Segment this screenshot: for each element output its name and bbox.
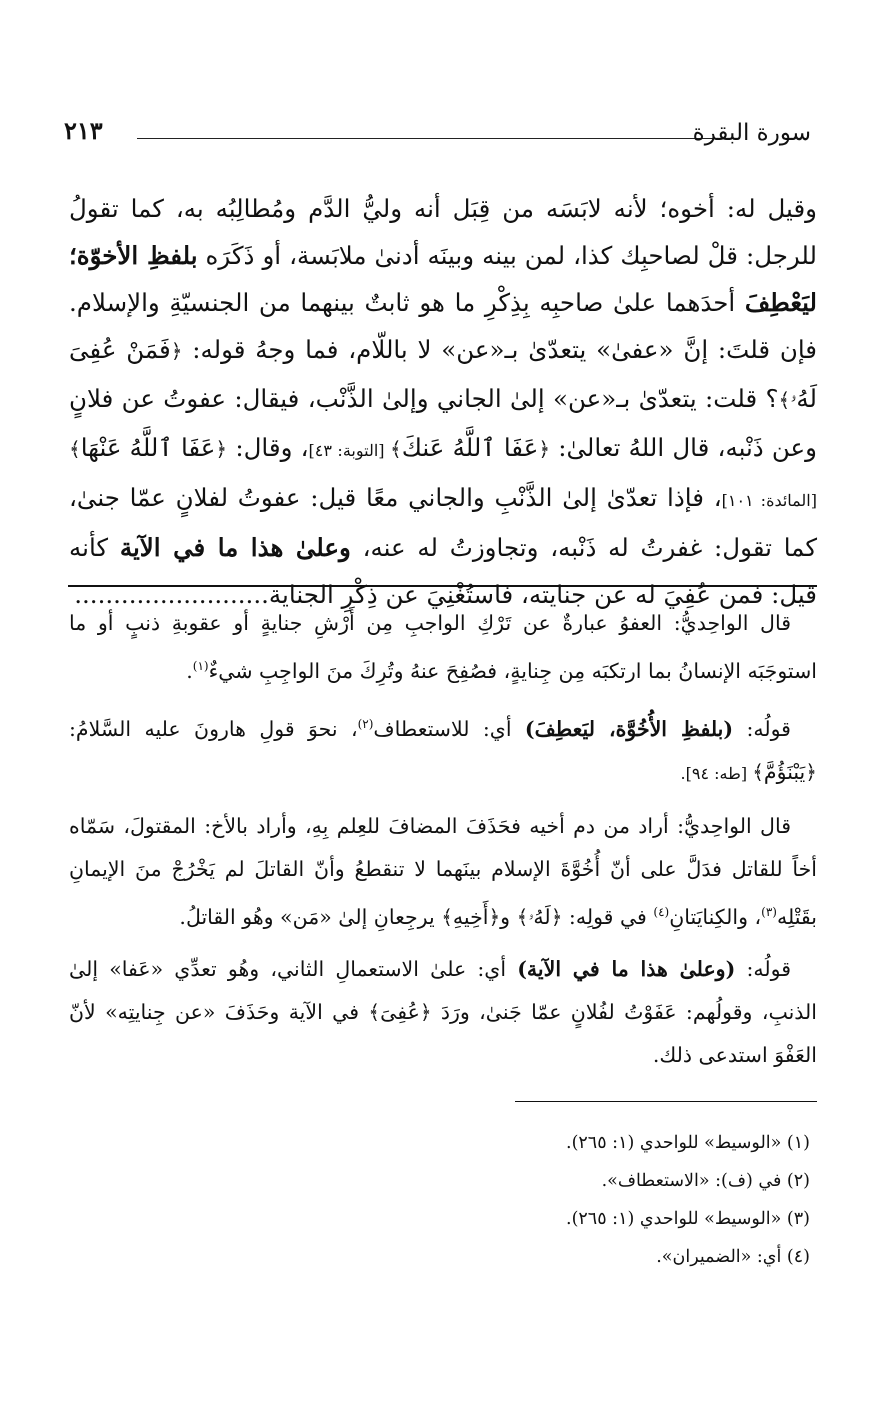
footnote-marker: (١) <box>192 659 209 673</box>
ayah-close-bracket: ﴾ <box>368 1000 381 1025</box>
section-divider <box>68 585 817 587</box>
footnote-marker: (٣) <box>761 904 777 919</box>
verse-reference: [التوبة: ٤٣] <box>308 441 390 460</box>
text-segment: ؟ قلت: يتعدّىٰ بـ«عن» إلىٰ الجاني وإلىٰ الذَّنْب، فيقال: عفوتُ عن فلانٍ وعن ذَنْبه، قال اللهُ تعالىٰ: <box>69 384 817 462</box>
ayah-close-bracket: ﴾ <box>441 904 453 929</box>
ayah-open-bracket: ﴿ <box>170 339 183 363</box>
ayah-close-bracket: ﴾ <box>516 904 529 929</box>
quran-verse: يَبْنَؤُمَّ <box>763 759 806 784</box>
quran-verse: عُفِىَ <box>380 1000 420 1025</box>
footnote: (٤) أي: «الضميران». <box>656 1247 810 1267</box>
text-segment: أي: للاستعطاف <box>373 716 525 741</box>
surah-title: سورة البقرة <box>692 120 811 146</box>
text-segment: قال الواحِديُّ: أراد من دم أخيه فحَذَفَ المضافَ للعِلم بِهِ، وأراد بالأخ: المقتولَ، سَمّاه أخاً للقاتل فدَلَّ على أنّ أُخُوَّةَ الإسلام بينَهما لا تنقطعُ وأنّ القاتلَ لم يَخْرُجْ منَ الإيمانِ بقَتْلِه <box>69 813 817 929</box>
quran-verse: لَهُۥ <box>528 904 551 929</box>
ayah-close-bracket: ﴾ <box>778 388 791 412</box>
bold-phrase: وعلىٰ هذا ما في الآية <box>119 533 351 562</box>
verse-reference: [طه: ٩٤]. <box>680 763 753 783</box>
text-segment: قال الواحِديُّ: العفوُ عبارةٌ عن تَرْكِ الواجبِ مِن أَرْشِ جنايةٍ أو عقوبةِ ذنبٍ أو ما استوجَبَه الإنسانُ بما ارتكبَه مِن جِنايةٍ، فصُفِحَ عنهُ وتُرِكَ منَ الواجِبِ شيءٌ <box>69 611 817 683</box>
text-segment: في قولِه: <box>562 904 654 929</box>
ayah-open-bracket: ﴿ <box>488 904 501 929</box>
text-segment: و <box>500 904 517 929</box>
commentary-paragraph <box>69 948 817 1077</box>
page-header <box>0 114 885 154</box>
commentary-paragraph <box>69 602 817 693</box>
quran-verse: عَفَا ٱللَّهُ عَنكَ <box>401 433 539 462</box>
quran-verse: أَخِيهِ <box>452 904 489 929</box>
commentary-paragraph <box>69 805 817 939</box>
text-segment: وقيل له: أخوه؛ لأنه لابَسَه من قِبَل أنه وليُّ الدَّم ومُطالِبُه به، كما تقولُ للرجل: قلْ لصاحبِك كذا، لمن بينه وبينَه أدنىٰ ملابَسة، أو ذَكَرَه <box>69 194 817 270</box>
text-segment: كأنه قيل: فمن عُفِيَ له عن جنايته، فاستُغْنِيَ عن ذِكْرِ الجناية. <box>69 533 817 609</box>
quran-verse: فَمَنْ عُفِىَ لَهُۥ <box>69 335 817 413</box>
header-rule <box>137 138 719 139</box>
footnote: (٣) «الوسيط» للواحدي (١: ٢٦٥). <box>566 1209 810 1229</box>
bold-phrase: بلفظِ الأخوّة؛ ليَعْطِفَ <box>69 241 817 317</box>
text-segment: أي: علىٰ الاستعمالِ الثاني، وهُو تعدِّي «عَفا» إلىٰ الذنبِ، وقولُهم: عَفَوْتُ لفُلانٍ عمّا جَنىٰ، ورَدَ <box>69 957 817 1025</box>
bold-phrase: (وعلىٰ هذا ما في الآية) <box>517 957 736 982</box>
ayah-open-bracket: ﴿ <box>215 437 228 461</box>
footnote: (٢) في (ف): «الاستعطاف». <box>601 1171 810 1191</box>
ayah-close-bracket: ﴾ <box>752 759 764 784</box>
commentary <box>69 602 817 1087</box>
main-text <box>69 185 817 618</box>
ayah-open-bracket: ﴿ <box>805 759 817 784</box>
ayah-open-bracket: ﴿ <box>550 904 563 929</box>
text-segment: قولُه: <box>733 716 791 741</box>
ayah-close-bracket: ﴾ <box>69 437 81 461</box>
text-segment: أحدَهما علىٰ صاحبِه بِذِكْرِ ما هو ثابتٌ بينهما من الجنسيّةِ والإسلام. فإن قلتَ: إنَّ «عفىٰ» يتعدّىٰ بـ«عن» لا باللّام، فما وجهُ قوله: <box>69 288 817 364</box>
text-segment: قولُه: <box>735 957 791 982</box>
ayah-close-bracket: ﴾ <box>390 437 402 461</box>
text-segment: يرجِعانِ إلىٰ «مَن» وهُو القاتلُ. <box>179 904 442 929</box>
page-number: ٢١٣ <box>64 116 103 145</box>
verse-reference: [المائدة: ١٠١] <box>721 491 817 510</box>
footnote-divider <box>515 1101 817 1102</box>
text-segment: ، والكِنايَتانِ <box>669 904 762 929</box>
footnotes <box>310 1124 810 1276</box>
footnote-marker: (٢) <box>357 716 374 731</box>
commentary-paragraph <box>69 703 817 795</box>
text-segment: ، وقال: <box>227 433 309 462</box>
ayah-open-bracket: ﴿ <box>538 437 551 461</box>
footnote-marker: (٤) <box>653 904 670 919</box>
ayah-open-bracket: ﴿ <box>419 1000 432 1025</box>
quran-verse: عَفَا ٱللَّهُ عَنْهَا <box>80 433 216 462</box>
main-paragraph <box>69 185 817 618</box>
text-segment: ، فإذا تعدّىٰ إلىٰ الذَّنْبِ والجاني معًا قيل: عفوتُ لفلانٍ عمّا جنىٰ، كما تقول: غفرتُ له ذَنْبه، وتجاوزتُ له عنه، <box>69 483 817 562</box>
footnote: (١) «الوسيط» للواحدي (١: ٢٦٥). <box>566 1133 810 1153</box>
bold-phrase: (بلفظِ الأُخُوَّة، ليَعطِفَ) <box>524 716 734 741</box>
trailing-dots: ........................ <box>74 580 262 609</box>
text-segment: ، نحوَ قولِ هارونَ عليه السَّلامُ: <box>69 716 358 741</box>
text-segment: في الآية وحَذَفَ «عن جِنايتِه» لأنّ العَفْوَ استدعى ذلك. <box>69 1000 817 1068</box>
text-segment: . <box>186 658 193 683</box>
